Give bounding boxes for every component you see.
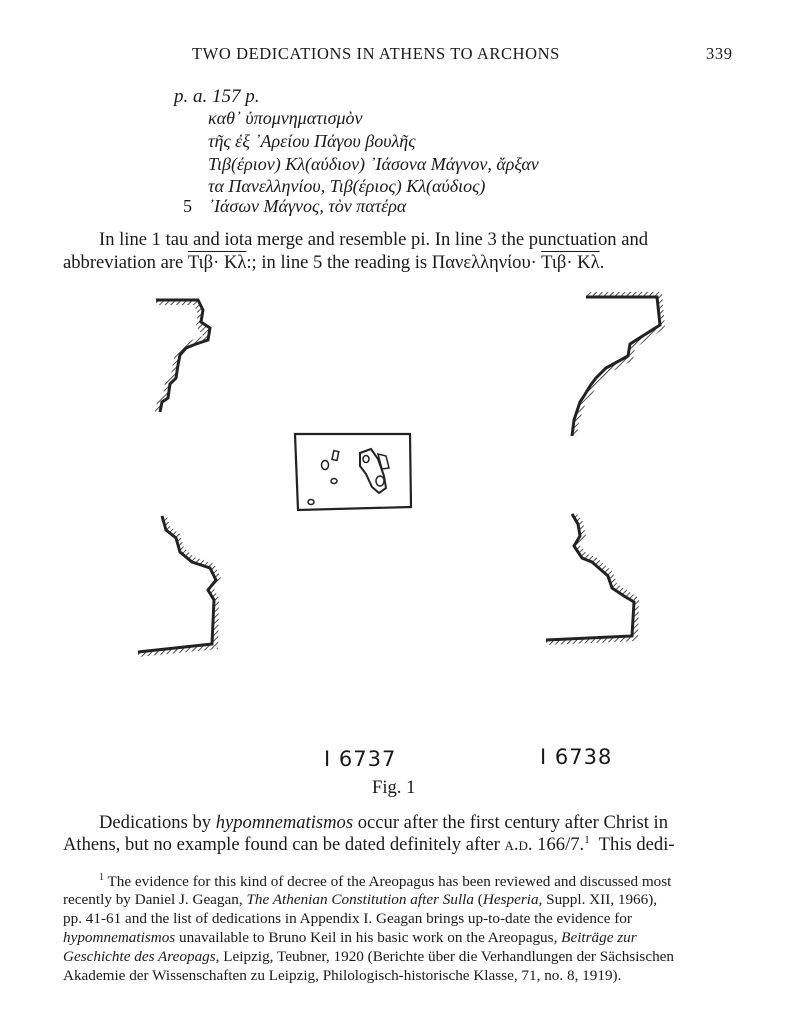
commentary-line-1: In line 1 tau and iota merge and resemble pi. In line 3 the punctuation and — [99, 229, 649, 250]
inscription-line-3: Τιβ(έριον) Κλ(αύδιον) ᾽Ιάσονα Μάγνον, ἄρξαν — [208, 154, 539, 174]
footnote-line-2: recently by Daniel J. Geagan, The Athenian Constitution after Sulla (Hesperia, Suppl. XII, 1966), — [63, 891, 658, 908]
footnote-line-6: Akademie der Wissenschaften zu Leipzig, Philologisch-historische Klasse, 71, no. 8, 1919). — [63, 967, 622, 984]
label-i-6737: I 6737 — [324, 747, 397, 771]
paragraph-line-1: Dedications by hypomnematismos occur after the first century after Christ in — [99, 812, 669, 833]
profile-6737-lower — [138, 516, 221, 657]
profile-6737-upper — [155, 300, 210, 412]
commentary-line-2: abbreviation are Τιβ· Κλ:; in line 5 the reading is Πανελληνίου· Τιβ· Κλ. — [63, 252, 605, 273]
footnote-line-4: hypomnematismos unavailable to Bruno Keil in his basic work on the Areopagus, Beiträge zur — [63, 929, 637, 946]
paragraph-line-2: Athens, but no example found can be dated definitely after a.d. 166/7.$^1$ This dedi- — [63, 834, 675, 856]
running-title: TWO DEDICATIONS IN ATHENS TO ARCHONS — [192, 44, 560, 63]
inscription-line-4: τα Πανελληνίου, Τιβ(έριος) Κλ(αύδιος) — [208, 176, 486, 196]
profile-6738-upper — [572, 292, 665, 436]
footnote-line-5: Geschichte des Areopags, Leipzig, Teubner, 1920 (Berichte über die Verhandlungen der Sächsischen — [63, 948, 674, 965]
footnote-line-3: pp. 41-61 and the list of dedications in Appendix I. Geagan brings up-to-date the evidence for — [63, 910, 632, 927]
label-i-6738: I 6738 — [540, 745, 613, 769]
footnote-line-1: $^1$ The evidence for this kind of decree of the Areopagus has been reviewed and discussed most — [99, 872, 672, 891]
block-drawing — [295, 434, 411, 510]
line-number-5: 5 — [183, 196, 192, 216]
inscription-line-1: καθ᾽ ὑπομνηματισμὸν — [208, 108, 363, 128]
inscription-line-2: τῆς ἐξ ᾽Αρείου Πάγου βουλῆς — [208, 131, 416, 151]
page-number: 339 — [706, 44, 733, 63]
inscription-line-5: ᾽Ιάσων Μάγνος, τὸν πατέρα — [208, 196, 407, 216]
figure-caption: Fig. 1 — [372, 777, 416, 798]
profile-6738-lower — [546, 514, 639, 645]
inscription-line-a: p. a. 157 p. — [174, 86, 260, 107]
